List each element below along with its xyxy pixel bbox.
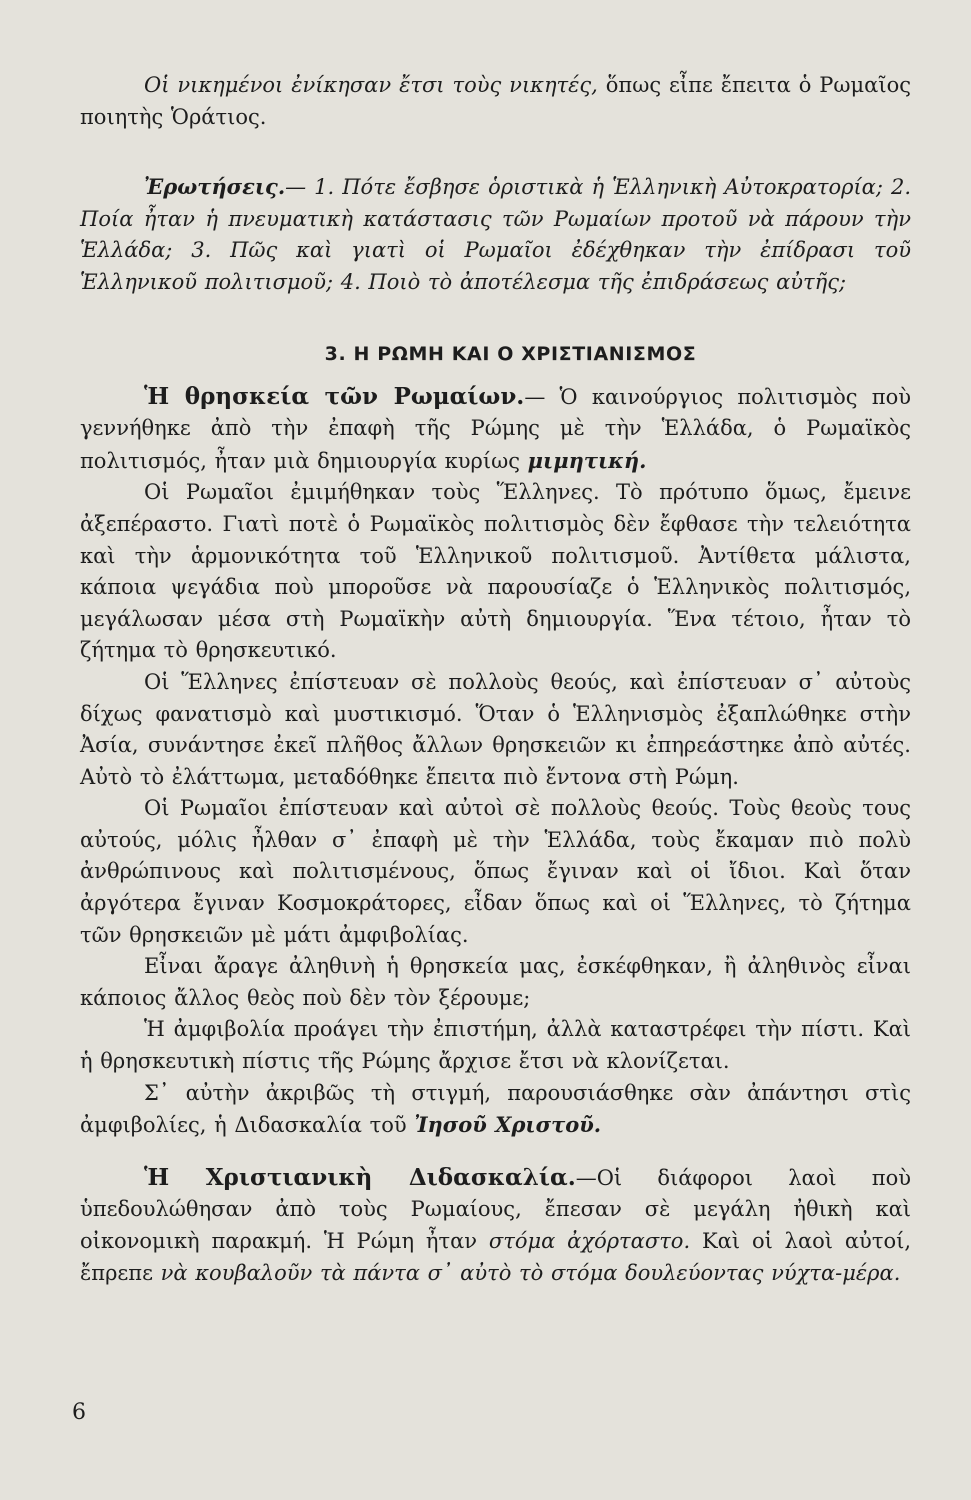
religion-p7-text: Σ᾽ αὐτὴν ἀκριβῶς τὴ στιγμή, παρουσιάσθηκε σὰν ἀπάντησι στὶς ἀμφιβολίες, ἡ Διδασκαλία τοῦ: [80, 1080, 911, 1138]
christian-emphasis-1: στόμα ἀχόρταστο.: [488, 1229, 691, 1253]
religion-p1-text: — Ὁ καινούργιος πολιτισμὸς ποὺ γεννήθηκε ἀπὸ τὴν ἐπαφὴ τῆς Ρώμης μὲ τὴν Ἑλλάδα, ὁ Ρωμαϊκὸς πολιτισμός, ἦταν μιὰ δημιουργία κυρίως: [80, 384, 911, 473]
religion-paragraph-2: Οἱ Ρωμαῖοι ἐμιμήθηκαν τοὺς Ἕλληνες. Τὸ πρότυπο ὅμως, ἔμεινε ἀξεπέραστο. Γιατὶ ποτὲ ὁ Ρωμαϊκὸς πολιτισμὸς δὲν ἔφθασε τὴν τελειότητα καὶ τὴν ἁρμονικότητα τοῦ Ἑλληνικοῦ πολιτισμοῦ. Ἀντίθετα μάλιστα, κάποια ψεγάδια ποὺ μποροῦσε νὰ παρουσίαζε ὁ Ἑλληνικὸς πολιτισμός, μεγάλωσαν μέσα στὴ Ρωμαϊκὴν αὐτὴ δημιουργία. Ἕνα τέτοιο, ἦταν τὸ ζήτημα τὸ θρησκευτικό.: [80, 480, 911, 663]
religion-paragraph-1: [80, 381, 911, 478]
intro-paragraph: [80, 70, 911, 133]
religion-paragraph-6: Ἡ ἀμφιβολία προάγει τὴν ἐπιστήμη, ἀλλὰ καταστρέφει τὴν πίστι. Καὶ ἡ θρησκευτικὴ πίστις τῆς Ρώμης ἄρχισε ἔτσι νὰ κλονίζεται.: [80, 1017, 911, 1074]
intro-italic: Οἱ νικημένοι ἐνίκησαν ἔτσι τοὺς νικητές,: [144, 73, 598, 97]
religion-p7-emphasis: Ἰησοῦ Χριστοῦ.: [414, 1112, 602, 1138]
religion-paragraph-4: Οἱ Ρωμαῖοι ἐπίστευαν καὶ αὐτοὶ σὲ πολλοὺς θεούς. Τοὺς θεοὺς τους αὐτούς, μόλις ἦλθαν σ᾽ ἐπαφὴ μὲ τὴν Ἑλλάδα, τοὺς ἔκαμαν πιὸ πολὺ ἀνθρώπινους καὶ πολιτισμένους, ὅπως ἔγιναν καὶ οἱ ἴδιοι. Καὶ ὅταν ἀργότερα ἔγιναν Κοσμοκράτορες, εἶδαν ὅπως καὶ οἱ Ἕλληνες, τὸ ζήτημα τῶν θρησκειῶν μὲ μάτι ἀμφιβολίας.: [80, 796, 911, 947]
intro-rest: ὅπως εἶπε ἔπειτα ὁ Ρωμαῖος ποιητὴς Ὁράτιος.: [80, 73, 911, 129]
page-number: 6: [72, 1400, 86, 1425]
questions-text: — 1. Πότε ἔσβησε ὁριστικὰ ἡ Ἑλληνικὴ Αὐτοκρατορία; 2. Ποία ἦταν ἡ πνευματικὴ κατάστασις τῶν Ρωμαίων προτοῦ νὰ πάρουν τὴν Ἑλλάδα; 3. Πῶς καὶ γιατὶ οἱ Ρωμαῖοι ἐδέχθηκαν τὴν ἐπίδρασι τοῦ Ἑλληνικοῦ πολιτισμοῦ; 4. Ποιὸ τὸ ἀποτέλεσμα τῆς ἐπιδράσεως αὐτῆς;: [80, 175, 911, 294]
religion-paragraph-5: Εἶναι ἄραγε ἀληθινὴ ἡ θρησκεία μας, ἐσκέφθηκαν, ἢ ἀληθινὸς εἶναι κάποιος ἄλλος θεὸς ποὺ δὲν τὸν ξέρουμε;: [80, 954, 911, 1010]
christian-text-b: Καὶ οἱ λαοὶ αὐτοί, ἔπρεπε: [80, 1229, 911, 1285]
christian-emphasis-2: νὰ κουβαλοῦν τὰ πάντα σ᾽ αὐτὸ τὸ στόμα δουλεύοντας νύχτα-μέρα.: [160, 1260, 901, 1285]
religion-p1-emphasis: μιμητική.: [527, 447, 647, 473]
religion-paragraph-7: [80, 1078, 911, 1142]
questions-paragraph: [80, 171, 911, 298]
questions-label: Ἐρωτήσεις.: [144, 174, 286, 200]
christian-paragraph: [80, 1162, 911, 1289]
religion-paragraph-3: Οἱ Ἕλληνες ἐπίστευαν σὲ πολλοὺς θεούς, καὶ ἐπίστευαν σ᾽ αὐτοὺς δίχως φανατισμὸ καὶ μυστικισμό. Ὅταν ὁ Ἑλληνισμὸς ἐξαπλώθηκε στὴν Ἀσία, συνάντησε ἐκεῖ πλῆθος ἄλλων θρησκειῶν κι ἐπηρεάστηκε ἀπὸ αὐτές. Αὐτὸ τὸ ἐλάττωμα, μεταδόθηκε ἔπειτα πιὸ ἔντονα στὴ Ρώμη.: [80, 669, 911, 789]
christian-heading: Ἡ Χριστιανικὴ Διδασκαλία.: [144, 1163, 576, 1191]
section-title: 3. Η ΡΩΜΗ ΚΑΙ Ο ΧΡΙΣΤΙΑΝΙΣΜΟΣ: [324, 342, 697, 365]
christian-text-a: —Οἱ διάφοροι λαοὶ ποὺ ὑπεδουλώθησαν ἀπὸ τοὺς Ρωμαίους, ἔπεσαν σὲ μεγάλη ἠθικὴ καὶ οἰκονομικὴ παρακμή. Ἡ Ρώμη ἦταν: [80, 1165, 912, 1253]
religion-heading: Ἡ θρησκεία τῶν Ρωμαίων.: [144, 382, 525, 410]
